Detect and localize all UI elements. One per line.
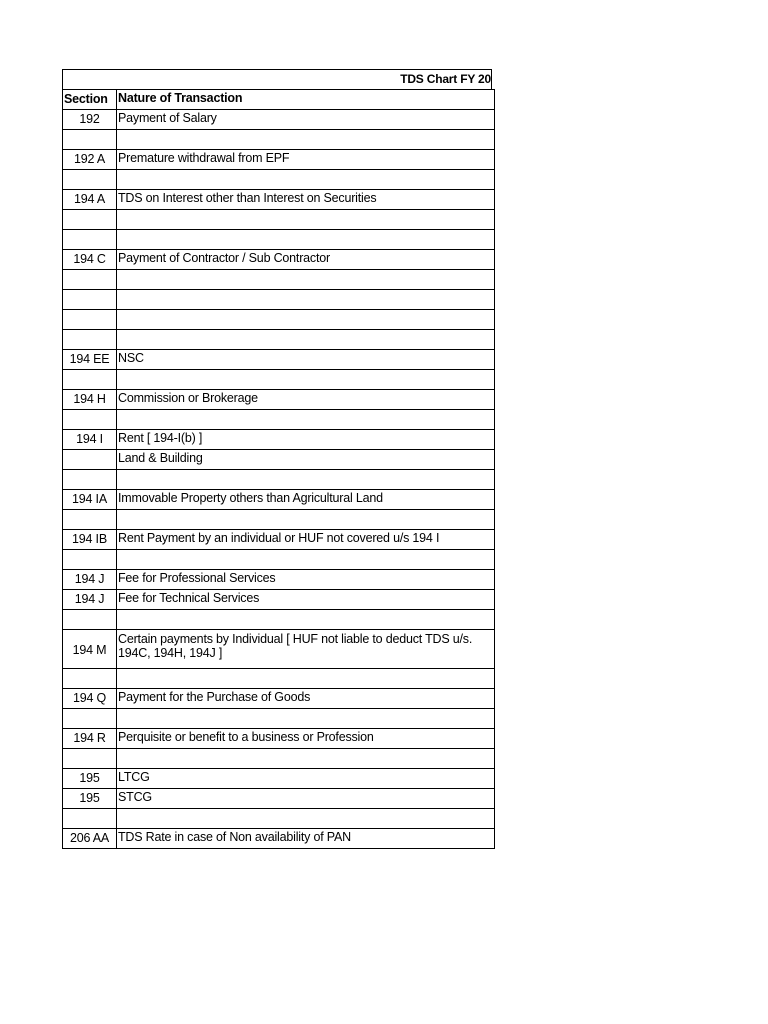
section-cell	[63, 310, 117, 330]
table-row	[63, 150, 495, 170]
tds-chart-sheet	[62, 69, 492, 849]
nature-cell: Rent [ 194-I(b) ]	[117, 430, 495, 450]
table-row	[63, 410, 495, 430]
nature-cell	[117, 410, 495, 430]
table-row	[63, 270, 495, 290]
table-row	[63, 450, 495, 470]
table-row	[63, 430, 495, 450]
nature-cell: Perquisite or benefit to a business or Profession	[117, 729, 495, 749]
section-cell	[63, 330, 117, 350]
table-row	[63, 789, 495, 809]
section-cell: 195	[63, 789, 117, 809]
nature-cell	[117, 330, 495, 350]
header-section: Section	[63, 90, 117, 110]
section-cell: 194 J	[63, 570, 117, 590]
table-row	[63, 689, 495, 709]
section-cell: 194 IA	[63, 490, 117, 510]
nature-cell: Fee for Technical Services	[117, 590, 495, 610]
table-row	[63, 809, 495, 829]
table-row	[63, 769, 495, 789]
table-row	[63, 470, 495, 490]
section-cell	[63, 669, 117, 689]
section-cell: 192	[63, 110, 117, 130]
nature-cell	[117, 709, 495, 729]
section-cell	[63, 550, 117, 570]
section-cell	[63, 510, 117, 530]
table-row	[63, 110, 495, 130]
nature-cell	[117, 270, 495, 290]
nature-cell	[117, 510, 495, 530]
section-cell: 192 A	[63, 150, 117, 170]
section-cell	[63, 290, 117, 310]
nature-cell	[117, 550, 495, 570]
table-row	[63, 170, 495, 190]
section-cell	[63, 210, 117, 230]
section-cell: 194 J	[63, 590, 117, 610]
table-row	[63, 610, 495, 630]
section-cell	[63, 270, 117, 290]
section-cell	[63, 230, 117, 250]
table-row	[63, 570, 495, 590]
table-row	[63, 510, 495, 530]
section-cell: 194 EE	[63, 350, 117, 370]
table-row	[63, 669, 495, 689]
nature-cell: Land & Building	[117, 450, 495, 470]
table-row	[63, 350, 495, 370]
sheet-title: TDS Chart FY 20	[400, 72, 491, 86]
section-cell	[63, 470, 117, 490]
section-cell: 195	[63, 769, 117, 789]
table-row	[63, 749, 495, 769]
table-row	[63, 829, 495, 849]
section-cell	[63, 410, 117, 430]
nature-cell	[117, 130, 495, 150]
section-cell: 194 Q	[63, 689, 117, 709]
section-cell: 194 R	[63, 729, 117, 749]
nature-cell	[117, 230, 495, 250]
section-cell	[63, 170, 117, 190]
section-cell: 194 M	[63, 630, 117, 669]
table-row	[63, 310, 495, 330]
section-cell	[63, 749, 117, 769]
table-row	[63, 290, 495, 310]
nature-cell: Premature withdrawal from EPF	[117, 150, 495, 170]
section-cell	[63, 370, 117, 390]
section-cell	[63, 610, 117, 630]
section-cell: 194 C	[63, 250, 117, 270]
table-row	[63, 230, 495, 250]
nature-cell: Payment of Salary	[117, 110, 495, 130]
nature-cell	[117, 669, 495, 689]
header-nature: Nature of Transaction	[117, 90, 495, 110]
table-row	[63, 709, 495, 729]
nature-cell	[117, 170, 495, 190]
nature-cell: STCG	[117, 789, 495, 809]
nature-cell: Immovable Property others than Agricultural Land	[117, 490, 495, 510]
section-cell	[63, 130, 117, 150]
nature-cell	[117, 370, 495, 390]
nature-cell: Commission or Brokerage	[117, 390, 495, 410]
nature-cell: Payment of Contractor / Sub Contractor	[117, 250, 495, 270]
nature-cell: Certain payments by Individual [ HUF not liable to deduct TDS u/s. 194C, 194H, 194J ]	[117, 630, 495, 669]
nature-cell: NSC	[117, 350, 495, 370]
section-cell: 206 AA	[63, 829, 117, 849]
section-cell: 194 IB	[63, 530, 117, 550]
table-row	[63, 330, 495, 350]
title-row	[62, 69, 492, 89]
nature-cell	[117, 749, 495, 769]
section-cell: 194 I	[63, 430, 117, 450]
table-row	[63, 370, 495, 390]
nature-cell	[117, 290, 495, 310]
table-row	[63, 390, 495, 410]
table-row	[63, 190, 495, 210]
nature-cell: Fee for Professional Services	[117, 570, 495, 590]
header-row	[63, 90, 495, 110]
nature-cell	[117, 310, 495, 330]
table-row	[63, 530, 495, 550]
nature-cell	[117, 610, 495, 630]
table-row	[63, 250, 495, 270]
table-row	[63, 210, 495, 230]
table-row	[63, 590, 495, 610]
nature-cell	[117, 470, 495, 490]
section-cell: 194 A	[63, 190, 117, 210]
tds-table	[62, 89, 495, 849]
table-row	[63, 490, 495, 510]
table-row	[63, 729, 495, 749]
table-row	[63, 130, 495, 150]
section-cell	[63, 450, 117, 470]
nature-cell: Payment for the Purchase of Goods	[117, 689, 495, 709]
table-row	[63, 550, 495, 570]
nature-cell: LTCG	[117, 769, 495, 789]
nature-cell: TDS Rate in case of Non availability of PAN	[117, 829, 495, 849]
section-cell	[63, 809, 117, 829]
nature-cell	[117, 210, 495, 230]
nature-cell: Rent Payment by an individual or HUF not covered u/s 194 I	[117, 530, 495, 550]
table-row	[63, 630, 495, 669]
section-cell: 194 H	[63, 390, 117, 410]
nature-cell	[117, 809, 495, 829]
nature-cell: TDS on Interest other than Interest on Securities	[117, 190, 495, 210]
section-cell	[63, 709, 117, 729]
